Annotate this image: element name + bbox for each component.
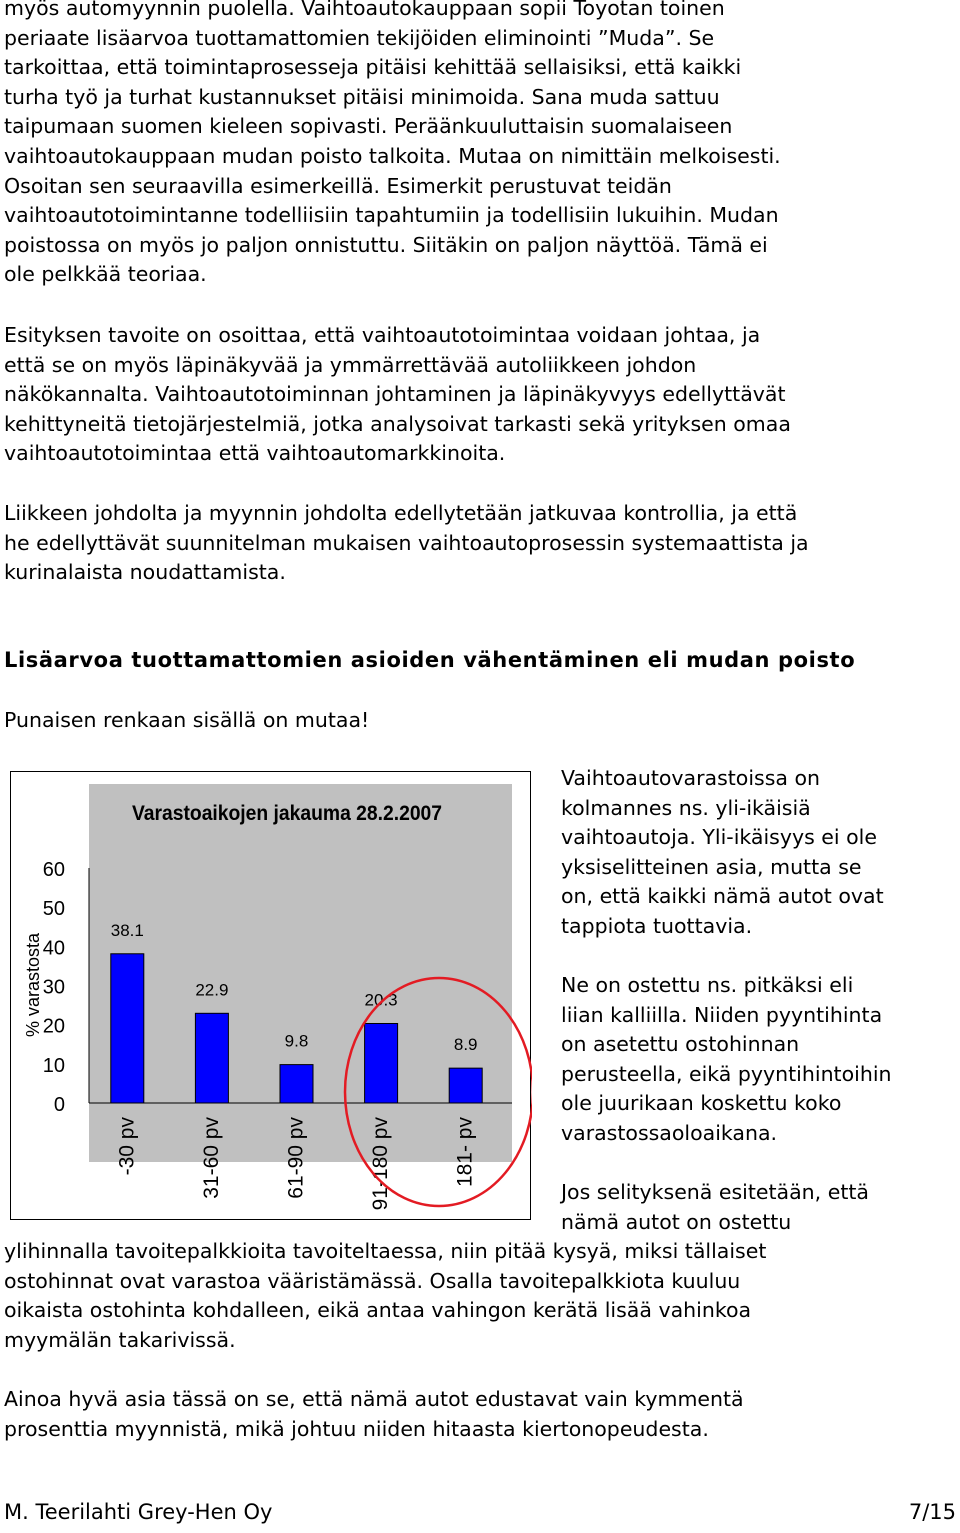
text-line: prosenttia myynnistä, mikä johtuu niiden hitaasta kiertonopeudesta. xyxy=(4,1416,709,1441)
text-line: tarkoittaa, että toimintaprosesseja pitäisi kehittää sellaisiksi, että kaikki xyxy=(4,55,742,80)
goal-paragraph xyxy=(4,321,791,469)
text-line: poistossa on myös jo paljon onnistuttu. Siitäkin on paljon näyttöä. Tämä ei xyxy=(4,232,768,257)
x-tick-label: 31-60 pv xyxy=(199,1117,223,1199)
storage-time-chart xyxy=(10,771,531,1220)
data-label: 9.8 xyxy=(284,1031,309,1051)
text-line: on asetettu ostohinnan xyxy=(561,1032,800,1057)
text-line: kehittyneitä tietojärjestelmiä, jotka analysoivat tarkasti sekä yrityksen omaa xyxy=(4,411,791,436)
text-line: varastossaoloaikana. xyxy=(561,1120,778,1145)
text-line: Jos selityksenä esitetään, että xyxy=(561,1180,869,1204)
text-line: Osoitan sen seuraavilla esimerkeillä. Esimerkit perustuvat teidän xyxy=(4,173,672,198)
text-line: on, että kaikki nämä autot ovat xyxy=(561,884,884,909)
text-line: Liikkeen johdolta ja myynnin johdolta edellytetään jatkuvaa kontrollia, ja että xyxy=(4,501,798,525)
text-line: taipumaan suomen kieleen sopivasti. Peräänkuuluttaisin suomalaiseen xyxy=(4,114,733,139)
bar-91-180-pv xyxy=(365,1023,398,1103)
bar-61-90-pv xyxy=(280,1065,313,1103)
chart-canvas xyxy=(11,772,532,1221)
red-circle-note: Punaisen renkaan sisällä on mutaa! xyxy=(4,708,370,732)
text-line: vaihtoautokauppaan mudan poisto talkoita. Mutaa on nimittäin melkoisesti. xyxy=(4,143,781,168)
continuation-paragraph xyxy=(4,1237,766,1355)
text-line: näkökannalta. Vaihtoautotoiminnan johtaminen ja läpinäkyvyys edellyttävät xyxy=(4,382,786,407)
text-line: Esityksen tavoite on osoittaa, että vaihtoautotoimintaa voidaan johtaa, ja xyxy=(4,323,761,347)
text-line: vaihtoautotoimintanne todelliisiin tapahtumiin ja todellisiin lukuihin. Mudan xyxy=(4,203,779,228)
text-line: ole pelkkää teoriaa. xyxy=(4,262,207,287)
footer-company: M. Teerilahti Grey-Hen Oy xyxy=(4,1500,273,1524)
y-tick-label: 40 xyxy=(42,937,65,960)
text-line: että se on myös läpinäkyvää ja ymmärrettävää autoliikkeen johdon xyxy=(4,352,697,377)
text-line: vaihtoautoja. Yli-ikäisyys ei ole xyxy=(561,825,877,850)
closing-paragraph xyxy=(4,1385,744,1444)
text-line: ostohinnat ovat varastoa vääristämässä. Osalla tavoitepalkkiota kuuluu xyxy=(4,1268,741,1293)
text-line: ylihinnalla tavoitepalkkioita tavoiteltaessa, niin pitää kysyä, miksi tällaiset xyxy=(4,1239,767,1263)
x-tick-label: -30 pv xyxy=(115,1117,139,1176)
text-line: kurinalaista noudattamista. xyxy=(4,560,286,585)
side-text-block-1 xyxy=(561,764,884,942)
data-label: 38.1 xyxy=(110,920,144,940)
y-tick-label: 10 xyxy=(42,1054,65,1077)
y-axis-label: % varastosta xyxy=(23,932,43,1038)
control-paragraph xyxy=(4,499,809,588)
text-line: nämä autot on ostettu xyxy=(561,1209,792,1234)
text-line: Ainoa hyvä asia tässä on se, että nämä autot edustavat vain kymmentä xyxy=(4,1387,744,1411)
text-line: Vaihtoautovarastoissa on xyxy=(561,766,821,790)
x-tick-label: 181- pv xyxy=(453,1117,477,1188)
text-line: oikaista ostohinta kohdalleen, eikä antaa vahingon kerätä lisää vahinkoa xyxy=(4,1298,752,1323)
y-tick-label: 30 xyxy=(42,976,65,999)
y-tick-label: 20 xyxy=(42,1015,65,1038)
y-tick-label: 50 xyxy=(42,898,65,921)
text-line: turha työ ja turhat kustannukset pitäisi minimoida. Sana muda sattuu xyxy=(4,84,720,109)
text-line: myös automyynnin puolella. Vaihtoautokauppaan sopii Toyotan toinen xyxy=(4,0,725,20)
text-line: tappiota tuottavia. xyxy=(561,913,753,938)
data-label: 20.3 xyxy=(364,990,398,1010)
bar--30-pv xyxy=(111,954,144,1103)
text-line: myymälän takarivissä. xyxy=(4,1327,236,1352)
section-heading: Lisäarvoa tuottamattomien asioiden vähentäminen eli mudan poisto xyxy=(4,648,856,672)
text-line: vaihtoautotoimintaa että vaihtoautomarkkinoita. xyxy=(4,441,506,466)
x-tick-label: 61-90 pv xyxy=(284,1117,308,1199)
x-tick-label: 91-180 pv xyxy=(369,1117,393,1211)
y-tick-label: 0 xyxy=(53,1094,65,1116)
text-line: Ne on ostettu ns. pitkäksi eli xyxy=(561,973,854,997)
bar-181-pv xyxy=(449,1068,482,1103)
text-line: perusteella, eikä pyyntihintoihin xyxy=(561,1061,892,1086)
y-tick-label: 60 xyxy=(42,859,65,881)
text-line: ole juurikaan koskettu koko xyxy=(561,1091,842,1116)
plot-background xyxy=(89,784,512,1162)
text-line: yksiselitteinen asia, mutta se xyxy=(561,854,862,879)
intro-paragraph xyxy=(4,0,781,290)
side-text-block-3 xyxy=(561,1178,869,1237)
text-line: kolmannes ns. yli-ikäisiä xyxy=(561,795,811,820)
text-line: liian kalliilla. Niiden pyyntihinta xyxy=(561,1002,883,1027)
text-line: he edellyttävät suunnitelman mukaisen vaihtoautoprosessin systemaattista ja xyxy=(4,530,809,555)
footer-page-number: 7/15 xyxy=(908,1500,956,1524)
side-text-block-2 xyxy=(561,971,892,1149)
bar-31-60-pv xyxy=(195,1013,228,1103)
data-label: 8.9 xyxy=(453,1035,478,1055)
data-label: 22.9 xyxy=(195,980,229,1000)
text-line: periaate lisäarvoa tuottamattomien tekijöiden eliminointi ”Muda”. Se xyxy=(4,25,715,50)
chart-title: Varastoaikojen jakauma 28.2.2007 xyxy=(131,802,443,826)
